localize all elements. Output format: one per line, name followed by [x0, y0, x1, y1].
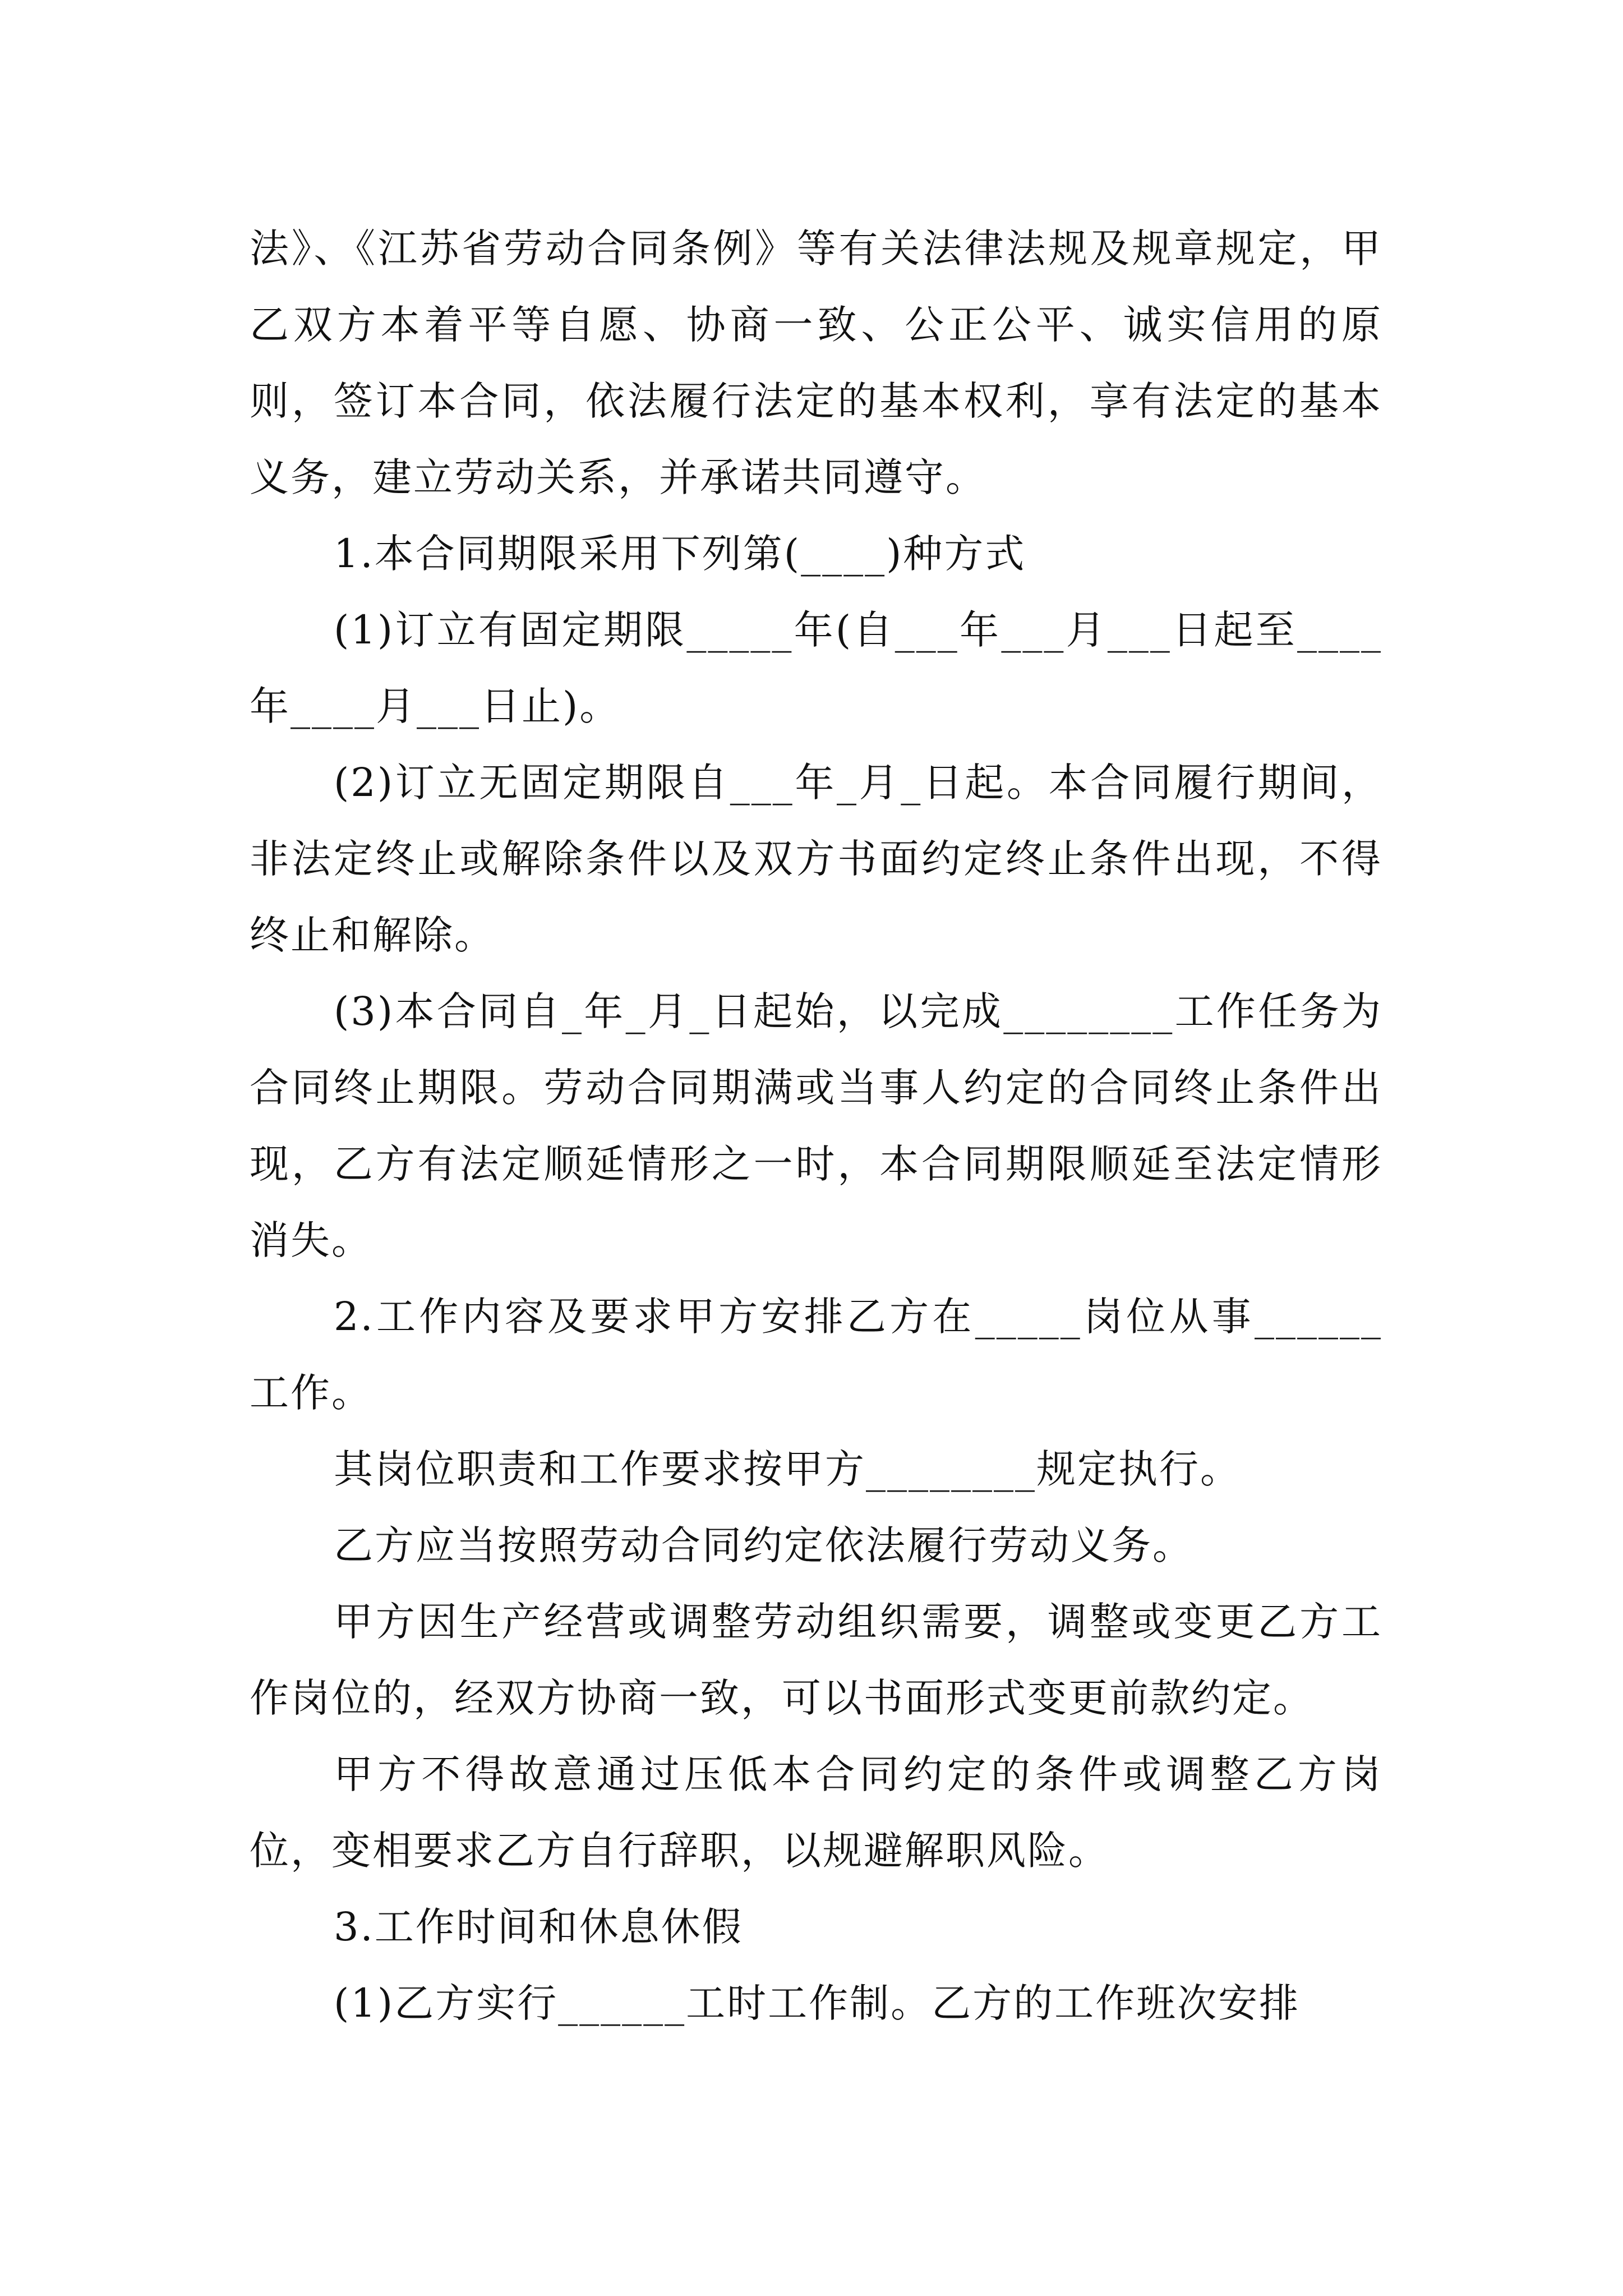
paragraph-fixed-term: (1)订立有固定期限_____年(自___年___月___日起至____年____月___日止)。: [250, 607, 1382, 729]
paragraph-term-method: 1.本合同期限采用下列第(____)种方式: [334, 531, 1026, 577]
paragraph-no-forced-resignation: 甲方不得故意通过压低本合同约定的条件或调整乙方岗位，变相要求乙方自行辞职，以规避解职风险。: [250, 1751, 1382, 1874]
paragraph-working-hours-system: (1)乙方实行______工时工作制。乙方的工作班次安排: [334, 1980, 1301, 2026]
paragraph-task-term: (3)本合同自_年_月_日起始，以完成________工作任务为合同终止期限。劳动合同期满或当事人约定的合同终止条件出现，乙方有法定顺延情形之一时，本合同期限顺延至法定情形消失。: [250, 988, 1382, 1263]
paragraph-position-change: 甲方因生产经营或调整劳动组织需要，调整或变更乙方工作岗位的，经双方协商一致，可以书面形式变更前款约定。: [250, 1599, 1382, 1721]
document-body: [250, 210, 1382, 2041]
paragraph-working-hours-heading: 3.工作时间和休息休假: [334, 1904, 743, 1950]
paragraph-preamble: 法》、《江苏省劳动合同条例》等有关法律法规及规章规定，甲乙双方本着平等自愿、协商一致、公正公平、诚实信用的原则，签订本合同，依法履行法定的基本权利，享有法定的基本义务，建立劳动关系，并承诺共同遵守。: [250, 226, 1382, 500]
paragraph-job-duties: 其岗位职责和工作要求按甲方________规定执行。: [334, 1446, 1241, 1492]
paragraph-work-content: 2.工作内容及要求甲方安排乙方在_____岗位从事______工作。: [250, 1294, 1382, 1416]
paragraph-labor-obligation: 乙方应当按照劳动合同约定依法履行劳动义务。: [334, 1522, 1193, 1568]
paragraph-open-term: (2)订立无固定期限自___年_月_日起。本合同履行期间，非法定终止或解除条件以及双方书面约定终止条件出现，不得终止和解除。: [250, 760, 1382, 958]
